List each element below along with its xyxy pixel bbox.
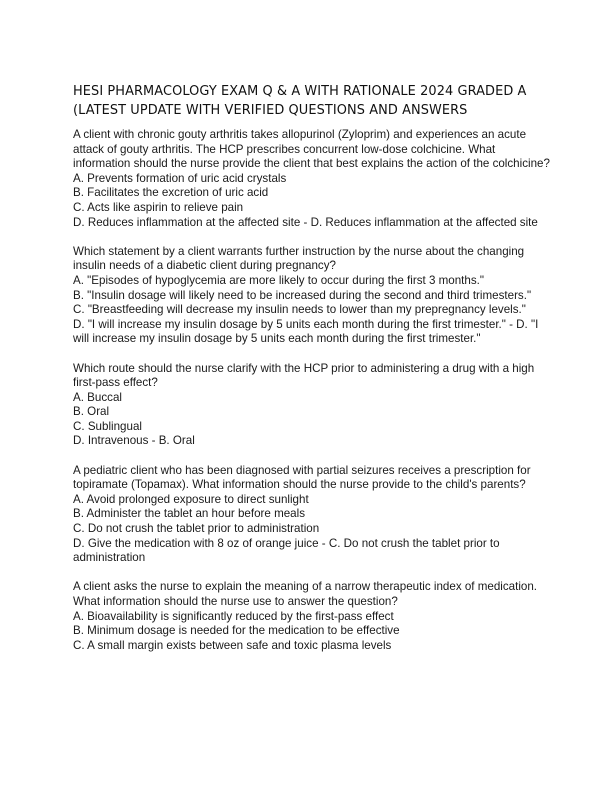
answer-option: B. Administer the tablet an hour before meals [73, 507, 306, 521]
answer-option: A. "Episodes of hypoglycemia are more likely to occur during the first 3 months." [73, 273, 484, 287]
question-block [73, 245, 553, 347]
question-list [73, 128, 553, 668]
answer-option: A. Prevents formation of uric acid crystals [73, 171, 287, 185]
question-block [73, 580, 553, 653]
question-block [73, 128, 553, 230]
question-stem: A client asks the nurse to explain the meaning of a narrow therapeutic index of medication. What information should the nurse use to answer the question? [73, 580, 538, 608]
question-block [73, 464, 553, 566]
question-block [73, 362, 553, 450]
answer-option: B. "Insulin dosage will likely need to be increased during the second and third trimesters." [73, 288, 532, 302]
answer-option: C. Sublingual [73, 419, 142, 433]
title-line-2: (LATEST UPDATE WITH VERIFIED QUESTIONS AND ANSWERS [73, 103, 468, 118]
answer-option: C. Acts like aspirin to relieve pain [73, 200, 244, 214]
question-stem: A client with chronic gouty arthritis takes allopurinol (Zyloprim) and experiences an acute attack of gouty arthritis. The HCP prescribes concurrent low-dose colchicine. What information should the nurse provide the client that best explains the action of the colchicine? [73, 128, 550, 171]
answer-option: A. Bioavailability is significantly reduced by the first-pass effect [73, 609, 394, 623]
answer-option: D. Give the medication with 8 oz of orange juice - C. Do not crush the tablet prior to administration [73, 536, 500, 565]
title-line-1: HESI PHARMACOLOGY EXAM Q & A WITH RATIONALE 2024 GRADED A [73, 84, 527, 99]
answer-option: D. Intravenous - B. Oral [73, 434, 195, 448]
document-title [73, 82, 553, 120]
answer-option: B. Facilitates the excretion of uric acid [73, 186, 269, 200]
answer-option: D. Reduces inflammation at the affected site - D. Reduces inflammation at the affected site [73, 215, 538, 229]
answer-option: A. Avoid prolonged exposure to direct sunlight [73, 492, 309, 506]
question-stem: Which route should the nurse clarify with the HCP prior to administering a drug with a high first-pass effect? [73, 361, 535, 390]
answer-option: C. Do not crush the tablet prior to administration [73, 522, 320, 536]
answer-option: A. Buccal [73, 390, 122, 404]
answer-option: B. Minimum dosage is needed for the medication to be effective [73, 624, 400, 638]
answer-option: C. A small margin exists between safe and toxic plasma levels [73, 638, 392, 652]
answer-option: D. "I will increase my insulin dosage by 5 units each month during the first trimester." - D. "I will increase my insulin dosage by 5 units each month during the first trimester." [73, 317, 539, 346]
question-stem: A pediatric client who has been diagnosed with partial seizures receives a prescription for topiramate (Topamax). What information should the nurse provide to the child's parents? [73, 463, 531, 492]
answer-option: C. "Breastfeeding will decrease my insulin needs to lower than my prepregnancy levels." [73, 303, 526, 317]
answer-option: B. Oral [73, 405, 110, 419]
question-stem: Which statement by a client warrants further instruction by the nurse about the changing insulin needs of a diabetic client during pregnancy? [73, 244, 525, 273]
